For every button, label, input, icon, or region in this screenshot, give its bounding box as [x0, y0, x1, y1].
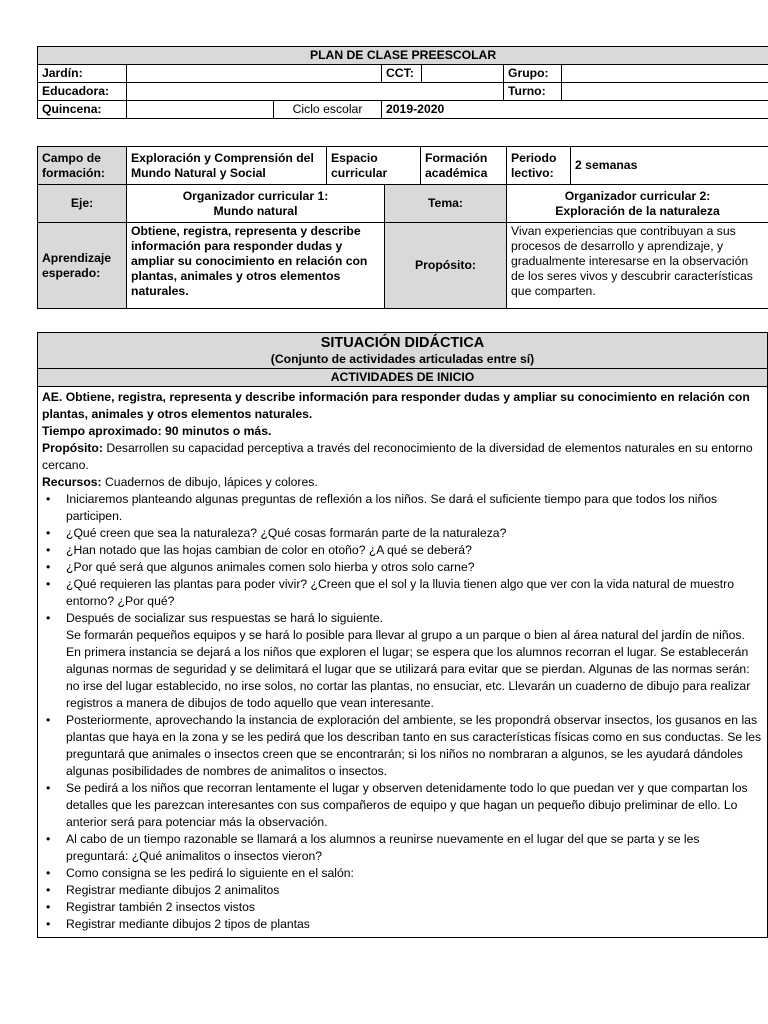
list-item: • Iniciaremos planteando algunas preguntas de reflexión a los niños. Se dará el suficiente tiempo para que todos los niños participen. — [42, 491, 763, 525]
espacio-value: Formación académica — [421, 147, 507, 185]
proposito-inline-label: Propósito: — [42, 441, 103, 455]
activities-list — [42, 491, 763, 933]
periodo-value: 2 semanas — [571, 147, 768, 185]
situacion-header — [38, 333, 768, 369]
proposito-line — [42, 440, 763, 474]
organizador-1-title: Organizador curricular 1: — [182, 188, 329, 203]
actividades-body — [38, 387, 768, 938]
list-item: • Posteriormente, aprovechando la instancia de exploración del ambiente, se les propondrá observar insectos, los gusanos en las plantas que haya en la zona y se les pedirá que los describan tanto en sus características físicas como en sus conductas. Se les preguntará que animales o insectos creen que se encontrarán; si los niños no nombraran a algunos, se les ayudará dándoles algunas posibilidades de nombres de animalitos o insectos. — [42, 712, 763, 780]
organizador-1 — [127, 185, 385, 223]
turno-field[interactable] — [562, 83, 768, 101]
campo-value: Exploración y Comprensión del Mundo Natural y Social — [127, 147, 327, 185]
situacion-table — [37, 332, 768, 938]
list-item: • Registrar mediante dibujos 2 tipos de plantas — [42, 916, 763, 933]
header-table — [37, 46, 768, 119]
recursos-text: Cuadernos de dibujo, lápices y colores. — [101, 475, 318, 489]
list-item: • Registrar también 2 insectos vistos — [42, 899, 763, 916]
organizador-2 — [507, 185, 768, 223]
organizador-2-title: Organizador curricular 2: — [564, 188, 711, 203]
proposito-label: Propósito: — [385, 223, 507, 309]
list-item: • Registrar mediante dibujos 2 animalitos — [42, 882, 763, 899]
recursos-line — [42, 474, 763, 491]
cct-field[interactable] — [422, 65, 504, 83]
organizador-1-value: Mundo natural — [213, 203, 298, 218]
situacion-title: SITUACIÓN DIDÁCTICA — [320, 335, 485, 351]
quincena-field[interactable] — [127, 101, 274, 119]
plan-table — [37, 146, 768, 309]
list-item-text: Después de socializar sus respuestas se hará lo siguiente. — [66, 611, 384, 625]
aprendizaje-value: Obtiene, registra, representa y describe información para responder dudas y ampliar su conocimiento en relación con plantas, animales y otros elementos naturales. — [127, 223, 385, 309]
situacion-subtitle: (Conjunto de actividades articuladas entre sí) — [270, 352, 535, 366]
ciclo-label: Ciclo escolar — [274, 101, 382, 119]
jardin-field[interactable] — [127, 65, 382, 83]
grupo-label: Grupo: — [504, 65, 562, 83]
aprendizaje-label: Aprendizaje esperado: — [38, 223, 127, 309]
quincena-label: Quincena: — [38, 101, 127, 119]
educadora-field[interactable] — [127, 83, 504, 101]
recursos-label: Recursos: — [42, 475, 102, 489]
list-item-continuation: Se formarán pequeños equipos y se hará lo posible para llevar al grupo a un parque o bien al área natural del jardín de niños. En primera instancia se dejará a los niños que exploren el lugar; se espera que los alumnos recorran el lugar. Se establecerán algunas normas de seguridad y se delimitará el lugar que se utilizará para evitar que se pierdan. Algunas de las normas serán: no irse del lugar establecido, no irse solos, no cortar las plantas, no ensuciar, etc. Llevarán un cuaderno de dibujo para realizar registros a manera de dibujos de todo aquello que vean interesante. — [66, 628, 751, 710]
turno-label: Turno: — [504, 83, 562, 101]
list-item: • ¿Por qué será que algunos animales comen solo hierba y otros solo carne? — [42, 559, 763, 576]
periodo-label: Periodo lectivo: — [507, 147, 571, 185]
list-item: • ¿Qué creen que sea la naturaleza? ¿Qué cosas formarán parte de la naturaleza? — [42, 525, 763, 542]
organizador-2-value: Exploración de la naturaleza — [555, 203, 720, 218]
ae-text: AE. Obtiene, registra, representa y describe información para responder dudas y ampliar su conocimiento en relación con plantas, animales y otros elementos naturales. — [42, 390, 750, 421]
proposito-value: Vivan experiencias que contribuyan a sus procesos de desarrollo y aprendizaje, y gradualmente interesarse en la observación de los seres vivos y descubrir características que comparten. — [507, 223, 768, 309]
list-item: • Se pedirá a los niños que recorran lentamente el lugar y observen detenidamente todo lo que puedan ver y que compartan los detalles que les parezcan interesantes con sus compañeros de equipo y que hagan un pequeño dibujo preliminar de ello. Lo anterior será para potenciar más la observación. — [42, 780, 763, 831]
list-item: • Al cabo de un tiempo razonable se llamará a los alumnos a reunirse nuevamente en el lugar del que se parta y se les preguntará: ¿Qué animalitos o insectos vieron? — [42, 831, 763, 865]
espacio-label: Espacio curricular — [327, 147, 421, 185]
educadora-label: Educadora: — [38, 83, 127, 101]
jardin-label: Jardín: — [38, 65, 127, 83]
list-item: • ¿Han notado que las hojas cambian de color en otoño? ¿A qué se deberá? — [42, 542, 763, 559]
tema-label: Tema: — [385, 185, 507, 223]
plan-title: PLAN DE CLASE PREESCOLAR — [38, 47, 768, 65]
cct-label: CCT: — [382, 65, 422, 83]
eje-label: Eje: — [38, 185, 127, 223]
list-item — [42, 610, 763, 712]
campo-label: Campo de formación: — [38, 147, 127, 185]
list-item: • ¿Qué requieren las plantas para poder vivir? ¿Creen que el sol y la lluvia tienen algo que ver con la vida natural de muestro entorno? ¿Por qué? — [42, 576, 763, 610]
tiempo-text: Tiempo aproximado: 90 minutos o más. — [42, 424, 272, 438]
list-item: • Como consigna se les pedirá lo siguiente en el salón: — [42, 865, 763, 882]
ciclo-value: 2019-2020 — [382, 101, 768, 119]
proposito-inline-text: Desarrollen su capacidad perceptiva a través del reconocimiento de la diversidad de elementos naturales en su entorno cercano. — [42, 441, 753, 472]
grupo-field[interactable] — [562, 65, 768, 83]
actividades-inicio-label: ACTIVIDADES DE INICIO — [38, 369, 768, 387]
